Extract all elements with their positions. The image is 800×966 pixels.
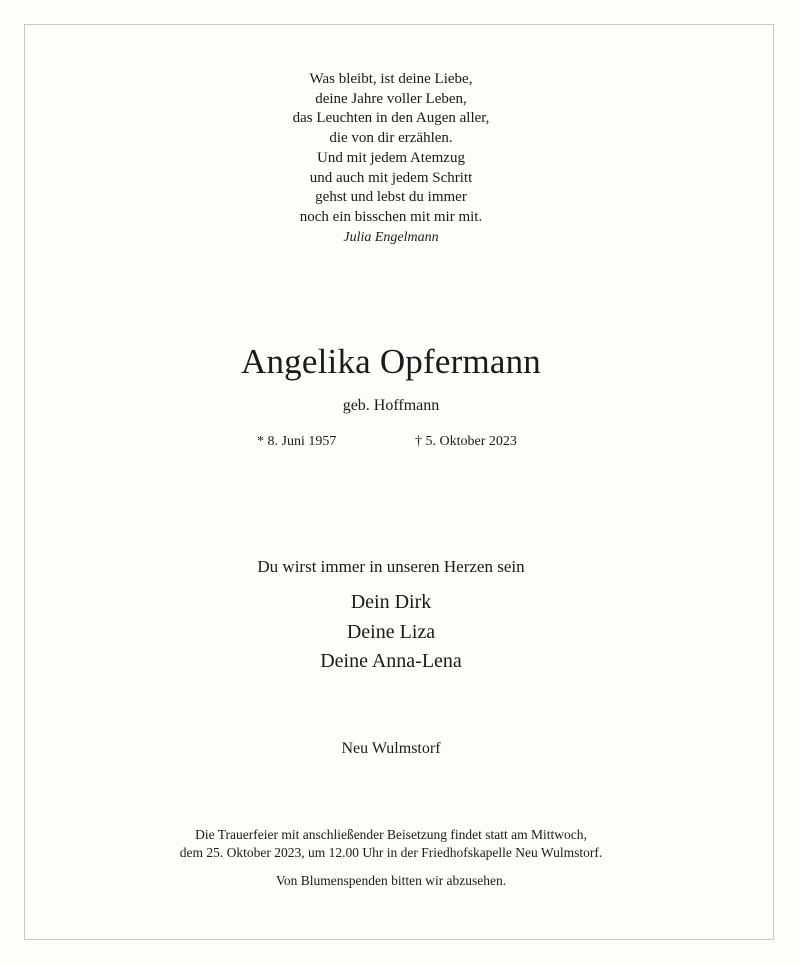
poem-line: Und mit jedem Atemzug (317, 149, 465, 166)
mourner-name: Deine Liza (346, 620, 436, 643)
poem-line: die von dir erzählen. (329, 130, 453, 147)
notice-line: Die Trauerfeier mit anschließender Beisetzung findet statt am Mittwoch, (195, 827, 587, 842)
place-name: Neu Wulmstorf (341, 740, 441, 757)
flower-request: Von Blumenspenden bitten wir abzusehen. (275, 873, 507, 888)
poem-line: das Leuchten in den Augen aller, (292, 110, 490, 127)
poem-line: gehst und lebst du immer (315, 189, 467, 206)
poem-line: deine Jahre voller Leben, (315, 90, 467, 107)
poem-line: und auch mit jedem Schritt (309, 169, 473, 186)
birth-date: * 8. Juni 1957 (257, 434, 337, 449)
mourner-name: Dein Dirk (350, 591, 432, 613)
funeral-notice (0, 826, 782, 862)
maiden-name: geb. Hoffmann (342, 397, 440, 414)
poem (0, 70, 782, 247)
death-date: † 5. Oktober 2023 (415, 434, 517, 449)
farewell-message: Du wirst immer in unseren Herzen sein (257, 557, 525, 576)
deceased-name: Angelika Opfermann (240, 342, 542, 381)
mourner-name: Deine Anna-Lena (320, 650, 462, 672)
poem-line: noch ein bisschen mit mir mit. (299, 208, 483, 225)
notice-line: dem 25. Oktober 2023, um 12.00 Uhr in der Friedhofskapelle Neu Wulmstorf. (179, 845, 603, 860)
poem-line: Was bleibt, ist deine Liebe, (309, 71, 473, 87)
poem-author: Julia Engelmann (343, 229, 439, 245)
mourners-list (0, 588, 782, 677)
